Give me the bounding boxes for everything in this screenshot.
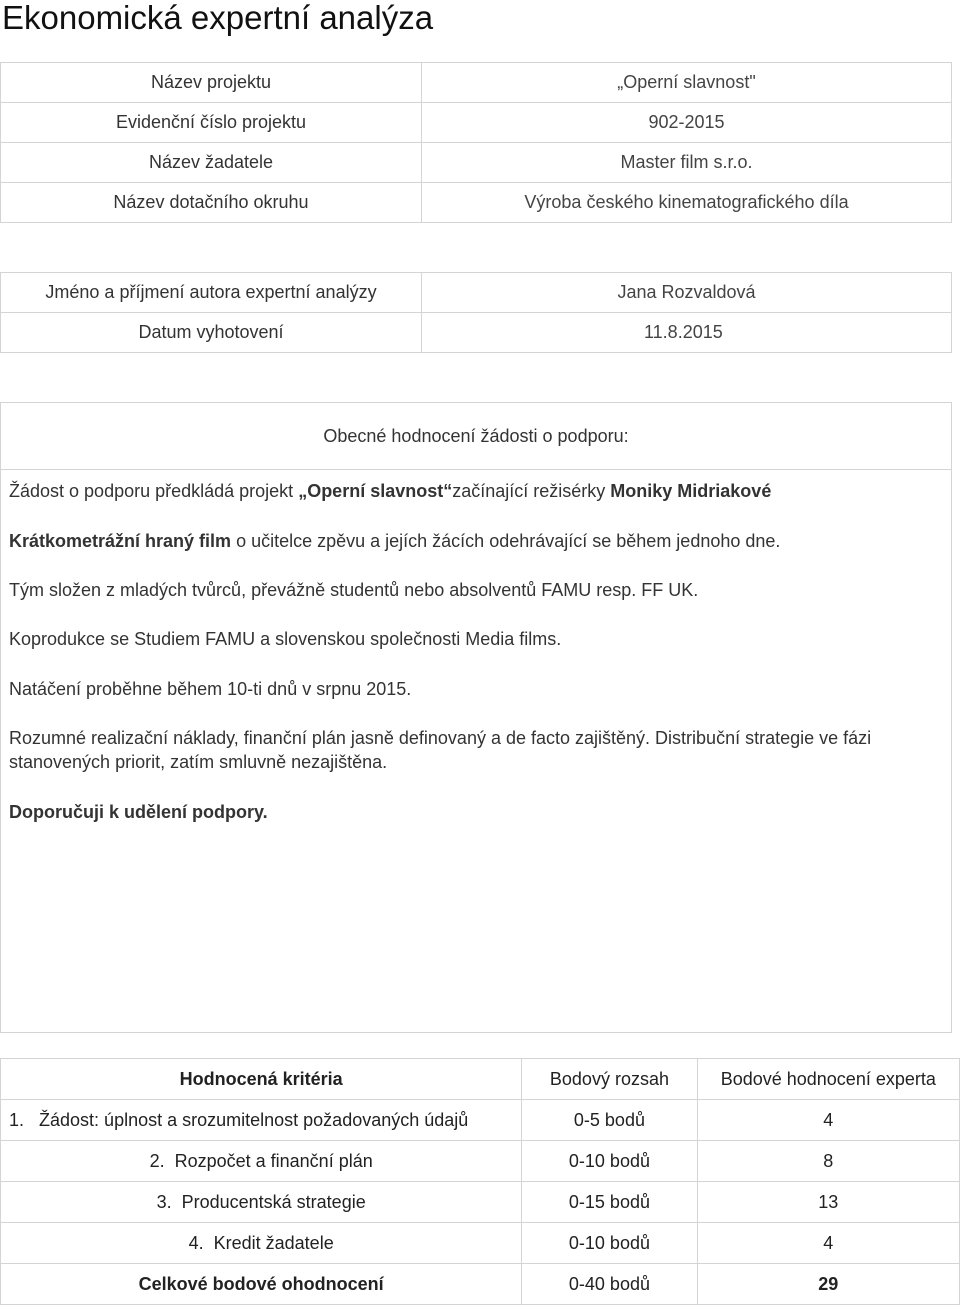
table-row (1, 1100, 960, 1141)
assessment-paragraph-3: Tým složen z mladých tvůrců, převážně studentů nebo absolventů FAMU resp. FF UK. (9, 580, 699, 600)
criterion-cell (1, 1141, 522, 1182)
grant-area-label: Název dotačního okruhu (1, 183, 422, 223)
range-cell: 0-10 bodů (522, 1141, 697, 1182)
table-row (1, 1223, 960, 1264)
total-label: Celkové bodové ohodnocení (1, 1264, 522, 1305)
table-header-row (1, 1059, 960, 1100)
assessment-heading: Obecné hodnocení žádosti o podporu: (1, 403, 951, 470)
criterion-cell (1, 1223, 522, 1264)
score-cell: 8 (697, 1141, 959, 1182)
criterion-cell (1, 1100, 522, 1141)
range-cell: 0-10 bodů (522, 1223, 697, 1264)
criterion-name: Rozpočet a finanční plán (174, 1150, 373, 1171)
recommendation-text: Doporučuji k udělení podpory. (9, 802, 268, 822)
applicant-name-label: Název žadatele (1, 143, 422, 183)
table-row (1, 313, 952, 353)
total-score: 29 (697, 1264, 959, 1305)
grant-area-value: Výroba českého kinematografického díla (422, 183, 952, 223)
project-title-text: „Operní slavnost“ (298, 481, 453, 501)
table-total-row (1, 1264, 960, 1305)
applicant-name-value: Master film s.r.o. (422, 143, 952, 183)
project-name-value: „Operní slavnost" (422, 63, 952, 103)
range-cell: 0-15 bodů (522, 1182, 697, 1223)
score-cell: 13 (697, 1182, 959, 1223)
criterion-number: 4. (188, 1232, 204, 1253)
date-label: Datum vyhotovení (1, 313, 422, 353)
text-span: začínající režisérky (452, 481, 611, 501)
table-row (1, 143, 952, 183)
table-row (1, 273, 952, 313)
criterion-name: Kredit žadatele (213, 1232, 334, 1253)
project-name-label: Název projektu (1, 63, 422, 103)
range-header: Bodový rozsah (522, 1059, 697, 1100)
criteria-table (0, 1058, 960, 1305)
score-cell: 4 (697, 1100, 959, 1141)
score-header: Bodové hodnocení experta (697, 1059, 959, 1100)
assessment-paragraph-5: Natáčení proběhne během 10-ti dnů v srpnu 2015. (9, 679, 412, 699)
table-row (1, 1141, 960, 1182)
range-cell: 0-5 bodů (522, 1100, 697, 1141)
criterion-name: Producentská strategie (181, 1191, 366, 1212)
assessment-paragraph-2 (9, 529, 939, 553)
criterion-number: 1. (9, 1109, 25, 1130)
assessment-paragraph-4: Koprodukce se Studiem FAMU a slovenskou společnosti Media films. (9, 629, 562, 649)
text-span: o učitelce zpěvu a jejích žácích odehrávající se během jednoho dne. (231, 531, 781, 551)
assessment-paragraph-6: Rozumné realizační náklady, finanční plán jasně definovaný a de facto zajištěný. Distribuční strategie ve fázi stanovených priorit, zatím smluvně nezajištěna. (9, 728, 872, 772)
film-type-text: Krátkometrážní hraný film (9, 531, 232, 551)
table-row (1, 183, 952, 223)
date-value: 11.8.2015 (422, 313, 952, 353)
score-cell: 4 (697, 1223, 959, 1264)
project-info-table (0, 62, 952, 223)
criterion-number: 2. (149, 1150, 165, 1171)
general-assessment-box (0, 402, 952, 1033)
criterion-cell (1, 1182, 522, 1223)
registration-number-value: 902-2015 (422, 103, 952, 143)
assessment-paragraph-1 (9, 479, 939, 503)
text-span: Žádost o podporu předkládá projekt (9, 481, 299, 501)
author-info-table (0, 272, 952, 353)
criterion-name: Žádost: úplnost a srozumitelnost požadovaných údajů (39, 1109, 469, 1130)
table-row (1, 1182, 960, 1223)
author-label: Jméno a příjmení autora expertní analýzy (1, 273, 422, 313)
table-row (1, 63, 952, 103)
total-range: 0-40 bodů (522, 1264, 697, 1305)
author-value: Jana Rozvaldová (422, 273, 952, 313)
director-name-text: Moniky Midriakové (610, 481, 772, 501)
page-title: Ekonomická expertní analýza (2, 0, 434, 36)
criterion-number: 3. (156, 1191, 172, 1212)
registration-number-label: Evidenční číslo projektu (1, 103, 422, 143)
table-row (1, 103, 952, 143)
criteria-header: Hodnocená kritéria (1, 1059, 522, 1100)
